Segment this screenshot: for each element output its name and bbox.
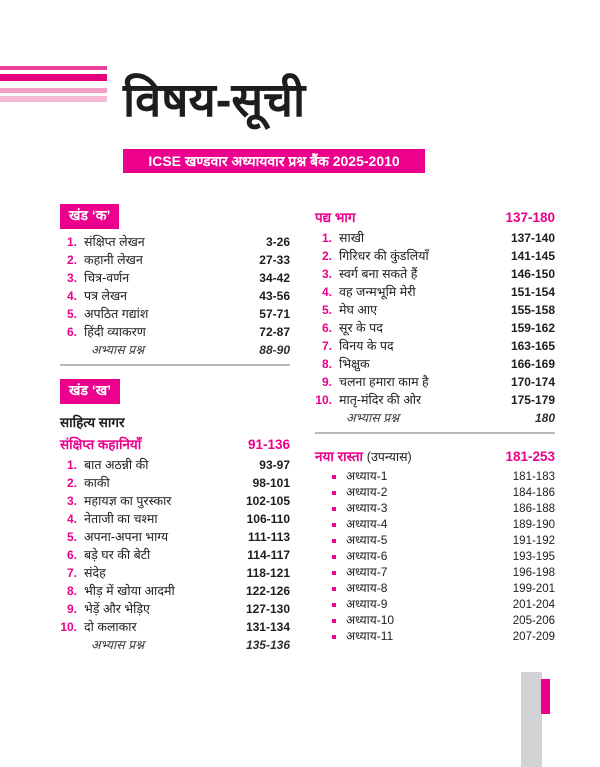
item-title: मातृ-मंदिर की ओर <box>339 393 422 407</box>
item-number: 10. <box>60 620 77 634</box>
practice-questions-row <box>60 344 290 357</box>
section-badge-ka: खंड ‘क’ <box>60 204 119 229</box>
square-bullet-icon <box>332 507 336 511</box>
chapter-row <box>315 519 555 531</box>
chapter-title: अध्याय-9 <box>346 597 388 611</box>
chapter-page-range: 201-204 <box>512 599 555 611</box>
square-bullet-icon <box>332 635 336 639</box>
toc-item-row <box>60 549 290 562</box>
item-page-range: 159-162 <box>510 321 555 335</box>
chapter-title: अध्याय-7 <box>346 565 388 579</box>
item-title: संक्षिप्त लेखन <box>84 235 145 249</box>
chapter-row <box>315 631 555 643</box>
item-page-range: 34-42 <box>259 271 290 285</box>
poetry-header-pages: 137-180 <box>505 210 555 225</box>
item-title: नेताजी का चश्मा <box>84 512 158 526</box>
item-page-range: 146-150 <box>510 267 555 281</box>
item-number: 4. <box>321 285 332 299</box>
item-number: 6. <box>321 321 332 335</box>
item-title: कहानी लेखन <box>84 253 143 267</box>
item-page-range: 155-158 <box>510 303 555 317</box>
practice-page-range: 135-136 <box>245 638 290 652</box>
item-number: 3. <box>66 494 77 508</box>
item-title: भीड़ में खोया आदमी <box>84 584 175 598</box>
item-number: 1. <box>66 458 77 472</box>
chapter-row <box>315 583 555 595</box>
item-page-range: 175-179 <box>510 393 555 407</box>
practice-page-range: 88-90 <box>259 343 290 357</box>
item-title: बड़े घर की बेटी <box>84 548 151 562</box>
chapter-row <box>315 471 555 483</box>
item-title: साखी <box>339 231 365 245</box>
item-page-range: 93-97 <box>259 458 290 472</box>
chapter-page-range: 184-186 <box>512 487 555 499</box>
chapter-title: अध्याय-10 <box>346 613 395 627</box>
item-number: 3. <box>321 267 332 281</box>
item-title: दो कलाकार <box>84 620 137 634</box>
toc-item-row <box>60 567 290 580</box>
poetry-header-label: पद्य भाग <box>315 210 356 225</box>
chapter-title: अध्याय-2 <box>346 485 388 499</box>
square-bullet-icon <box>332 475 336 479</box>
novel-section-header <box>315 447 555 465</box>
section-badge-kha: खंड ‘ख’ <box>60 379 120 404</box>
toc-columns <box>60 204 555 657</box>
chapter-page-range: 191-192 <box>512 535 555 547</box>
chapter-page-range: 199-201 <box>512 583 555 595</box>
section-ka-list <box>60 236 290 339</box>
chapter-row <box>315 551 555 563</box>
toc-item-row <box>60 254 290 267</box>
chapter-title: अध्याय-1 <box>346 469 388 483</box>
square-bullet-icon <box>332 619 336 623</box>
toc-item-row <box>315 394 555 407</box>
item-number: 7. <box>321 339 332 353</box>
square-bullet-icon <box>332 555 336 559</box>
toc-item-row <box>60 495 290 508</box>
novel-header-label: नया रास्ता <box>315 449 364 464</box>
item-number: 5. <box>321 303 332 317</box>
chapter-title: अध्याय-11 <box>346 629 394 643</box>
item-number: 7. <box>66 566 77 580</box>
item-title: वह जन्मभूमि मेरी <box>339 285 416 299</box>
item-number: 1. <box>321 231 332 245</box>
item-page-range: 114-117 <box>247 548 290 562</box>
chapter-page-range: 196-198 <box>512 567 555 579</box>
practice-page-range: 180 <box>534 411 555 425</box>
toc-item-row <box>315 250 555 263</box>
item-title: महायज्ञ का पुरस्कार <box>84 494 172 508</box>
section-kha-list <box>60 459 290 634</box>
square-bullet-icon <box>332 539 336 543</box>
item-title: संदेह <box>84 566 106 580</box>
stripe-decoration <box>0 66 107 70</box>
toc-item-row <box>60 290 290 303</box>
page-title: विषय-सूची <box>123 73 306 126</box>
item-title: सूर के पद <box>339 321 383 335</box>
toc-item-row <box>60 585 290 598</box>
toc-item-row <box>315 358 555 371</box>
item-title: विनय के पद <box>339 339 394 353</box>
toc-item-row <box>60 308 290 321</box>
stories-section-header <box>60 435 290 453</box>
toc-item-row <box>60 459 290 472</box>
item-number: 9. <box>66 602 77 616</box>
item-number: 2. <box>321 249 332 263</box>
item-number: 6. <box>66 325 77 339</box>
toc-item-row <box>60 513 290 526</box>
toc-item-row <box>315 322 555 335</box>
toc-item-row <box>315 376 555 389</box>
section-divider <box>60 364 290 366</box>
item-page-range: 27-33 <box>259 253 290 267</box>
item-number: 4. <box>66 512 77 526</box>
item-number: 5. <box>66 307 77 321</box>
toc-item-row <box>60 531 290 544</box>
chapter-title: अध्याय-8 <box>346 581 388 595</box>
stories-header-pages: 91-136 <box>247 437 290 452</box>
novel-header-suffix: (उपन्यास) <box>366 450 412 464</box>
item-number: 8. <box>66 584 77 598</box>
item-page-range: 170-174 <box>510 375 555 389</box>
chapter-title: अध्याय-5 <box>346 533 388 547</box>
item-title: स्वर्ग बना सकते हैं <box>339 267 418 281</box>
toc-item-row <box>315 340 555 353</box>
practice-questions-row <box>60 639 290 652</box>
toc-item-row <box>60 236 290 249</box>
stories-header-label: संक्षिप्त कहानियाँ <box>60 437 142 452</box>
toc-item-row <box>315 268 555 281</box>
item-page-range: 122-126 <box>245 584 290 598</box>
toc-item-row <box>60 477 290 490</box>
chapter-page-range: 181-183 <box>512 471 555 483</box>
item-page-range: 3-26 <box>265 235 290 249</box>
chapter-title: अध्याय-4 <box>346 517 388 531</box>
item-page-range: 43-56 <box>259 289 290 303</box>
item-number: 3. <box>66 271 77 285</box>
square-bullet-icon <box>332 491 336 495</box>
item-page-range: 151-154 <box>510 285 555 299</box>
chapter-row <box>315 599 555 611</box>
chapter-page-range: 186-188 <box>512 503 555 515</box>
item-title: पत्र लेखन <box>84 289 128 303</box>
toc-item-row <box>315 232 555 245</box>
item-number: 5. <box>66 530 77 544</box>
chapter-page-range: 205-206 <box>512 615 555 627</box>
item-page-range: 163-165 <box>510 339 555 353</box>
item-number: 9. <box>321 375 332 389</box>
item-page-range: 98-101 <box>252 476 290 490</box>
chapter-title: अध्याय-3 <box>346 501 388 515</box>
item-title: चलना हमारा काम है <box>339 375 429 389</box>
practice-label: अभ्यास प्रश्न <box>346 411 400 425</box>
toc-item-row <box>315 286 555 299</box>
corner-stripes-decoration <box>0 66 107 102</box>
chapter-page-range: 189-190 <box>512 519 555 531</box>
item-page-range: 137-140 <box>510 231 555 245</box>
square-bullet-icon <box>332 571 336 575</box>
item-page-range: 57-71 <box>259 307 290 321</box>
item-title: अपना-अपना भाग्य <box>84 530 169 544</box>
section-divider <box>315 432 555 434</box>
toc-item-row <box>60 603 290 616</box>
item-page-range: 141-145 <box>510 249 555 263</box>
item-page-range: 166-169 <box>510 357 555 371</box>
item-title: बात अठन्नी की <box>84 458 149 472</box>
toc-item-row <box>60 326 290 339</box>
item-page-range: 131-134 <box>245 620 290 634</box>
stripe-decoration <box>0 88 107 93</box>
item-title: काकी <box>84 476 110 490</box>
stripe-decoration <box>0 74 107 81</box>
item-page-range: 127-130 <box>245 602 290 616</box>
chapter-page-range: 193-195 <box>512 551 555 563</box>
item-number: 1. <box>66 235 77 249</box>
practice-label: अभ्यास प्रश्न <box>91 638 145 652</box>
item-title: अपठित गद्यांश <box>84 307 149 321</box>
item-number: 6. <box>66 548 77 562</box>
item-title: भेड़ें और भेड़िए <box>84 602 150 616</box>
item-title: चित्र-वर्णन <box>84 271 130 285</box>
stripe-decoration <box>0 96 107 102</box>
item-number: 4. <box>66 289 77 303</box>
toc-column-left <box>60 204 290 657</box>
bottom-pink-bar-decoration <box>541 679 550 714</box>
item-number: 10. <box>315 393 332 407</box>
book-subtitle: साहित्य सागर <box>60 415 125 430</box>
square-bullet-icon <box>332 587 336 591</box>
item-page-range: 72-87 <box>259 325 290 339</box>
item-title: हिंदी व्याकरण <box>84 325 146 339</box>
poetry-list <box>315 232 555 407</box>
item-page-range: 102-105 <box>245 494 290 508</box>
item-page-range: 106-110 <box>246 512 290 526</box>
item-title: भिक्षुक <box>339 357 370 371</box>
chapter-row <box>315 487 555 499</box>
item-title: मेघ आए <box>339 303 378 317</box>
bottom-gray-bar-decoration <box>521 672 542 767</box>
square-bullet-icon <box>332 603 336 607</box>
practice-label: अभ्यास प्रश्न <box>91 343 145 357</box>
item-page-range: 111-113 <box>247 530 290 544</box>
item-number: 8. <box>321 357 332 371</box>
chapter-row <box>315 503 555 515</box>
item-title: गिरिधर की कुंडलियाँ <box>339 249 429 263</box>
novel-header-pages: 181-253 <box>505 449 555 464</box>
toc-item-row <box>315 304 555 317</box>
toc-item-row <box>60 272 290 285</box>
chapter-row <box>315 615 555 627</box>
chapter-page-range: 207-209 <box>512 631 555 643</box>
toc-item-row <box>60 621 290 634</box>
chapter-row <box>315 535 555 547</box>
item-page-range: 118-121 <box>246 566 290 580</box>
item-number: 2. <box>66 476 77 490</box>
toc-column-right <box>315 204 555 657</box>
novel-chapter-list <box>315 471 555 643</box>
poetry-section-header <box>315 208 555 226</box>
chapter-row <box>315 567 555 579</box>
edition-banner: ICSE खण्डवार अध्यायवार प्रश्न बैंक 2025-2010 <box>123 149 425 173</box>
item-number: 2. <box>66 253 77 267</box>
chapter-title: अध्याय-6 <box>346 549 388 563</box>
novel-header-title <box>315 447 412 465</box>
square-bullet-icon <box>332 523 336 527</box>
practice-questions-row <box>315 412 555 425</box>
